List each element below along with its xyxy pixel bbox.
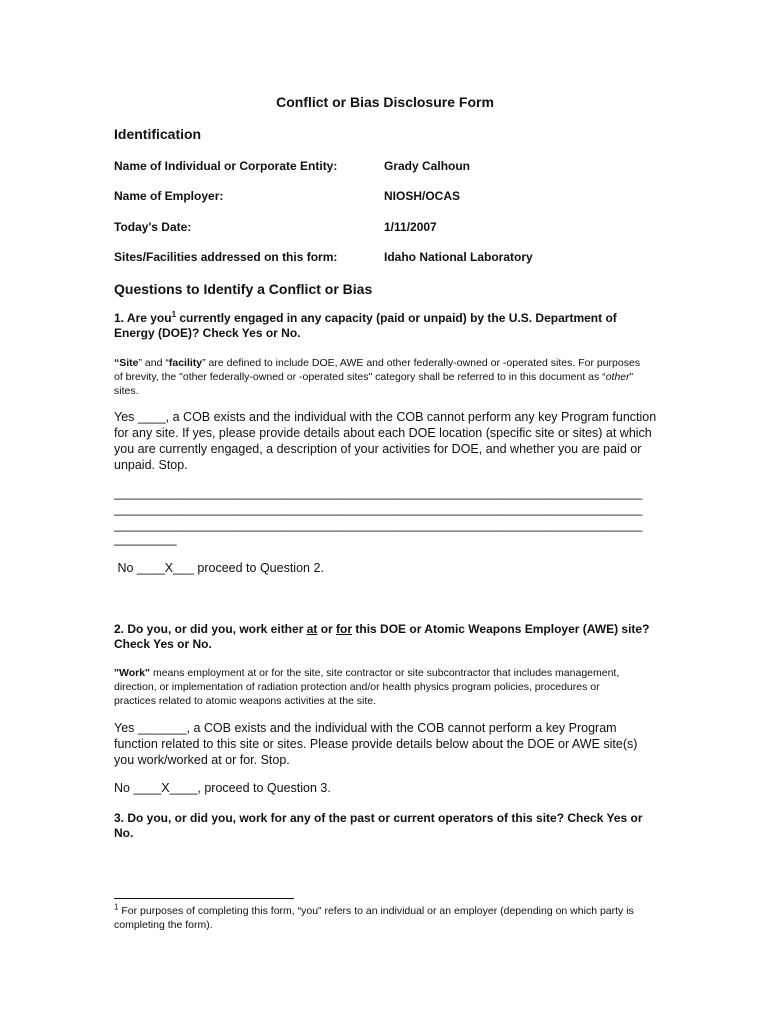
page-title: Conflict or Bias Disclosure Form bbox=[276, 94, 494, 110]
entity-name-value: Grady Calhoun bbox=[384, 159, 471, 173]
answer-line: _________ bbox=[114, 532, 177, 546]
q2-no-option: No ____X____, proceed to Question 3. bbox=[114, 781, 331, 795]
sites-label: Sites/Facilities addressed on this form: bbox=[114, 250, 338, 264]
date-label: Today's Date: bbox=[114, 220, 192, 234]
footnote: $^1$ For purposes of completing this form, “you” refers to an individual or an employer (depending on which party is completing the form). bbox=[114, 902, 634, 931]
site-definition-note: “Site” and “facility” are defined to include DOE, AWE and other federally-owned or -operated sites. For purposes of brevity, the "other federally-owned or -operated sites" category shall be referred to in this document as “other” sites. bbox=[114, 357, 641, 397]
answer-line: ____________________________________________________________________________ bbox=[114, 502, 643, 516]
entity-name-label: Name of Individual or Corporate Entity: bbox=[114, 159, 338, 173]
identification-heading: Identification bbox=[114, 126, 202, 142]
footnote-divider bbox=[114, 898, 294, 899]
question-1: 1. Are you$^1$ currently engaged in any capacity (paid or unpaid) by the U.S. Department of Energy (DOE)? Check Yes or No. bbox=[114, 310, 617, 340]
answer-line: ____________________________________________________________________________ bbox=[114, 518, 643, 532]
question-2: 2. Do you, or did you, work either at or for this DOE or Atomic Weapons Employer (AWE) site? Check Yes or No. bbox=[114, 622, 650, 651]
employer-label: Name of Employer: bbox=[114, 189, 224, 203]
employer-value: NIOSH/OCAS bbox=[384, 189, 461, 203]
work-definition-note: "Work" means employment at or for the site, site contractor or site subcontractor that includes management, direction, or implementation of radiation protection and/or health physics program policies, procedures or practices related to atomic weapons activities at the site. bbox=[114, 667, 620, 707]
q2-yes-option: Yes _______, a COB exists and the individual with the COB cannot perform a key Program function related to this site or sites. Please provide details below about the DOE or AWE site(s) you work/worked at or for. Stop. bbox=[114, 721, 638, 767]
answer-line: ____________________________________________________________________________ bbox=[114, 486, 643, 500]
date-value: 1/11/2007 bbox=[384, 220, 437, 234]
q1-yes-option: Yes ____, a COB exists and the individual with the COB cannot perform any key Program function for any site. If yes, please provide details about each DOE location (specific site or sites) at which you are currently engaged, a description of your activities for DOE, and whether you are paid or unpaid. Stop. bbox=[114, 410, 657, 472]
question-3: 3. Do you, or did you, work for any of the past or current operators of this site? Check Yes or No. bbox=[114, 811, 643, 840]
q1-no-option: No ____X___ proceed to Question 2. bbox=[114, 561, 324, 575]
sites-value: Idaho National Laboratory bbox=[384, 250, 533, 264]
questions-heading: Questions to Identify a Conflict or Bias bbox=[114, 281, 373, 297]
footnote-ref: 1 bbox=[171, 310, 177, 319]
